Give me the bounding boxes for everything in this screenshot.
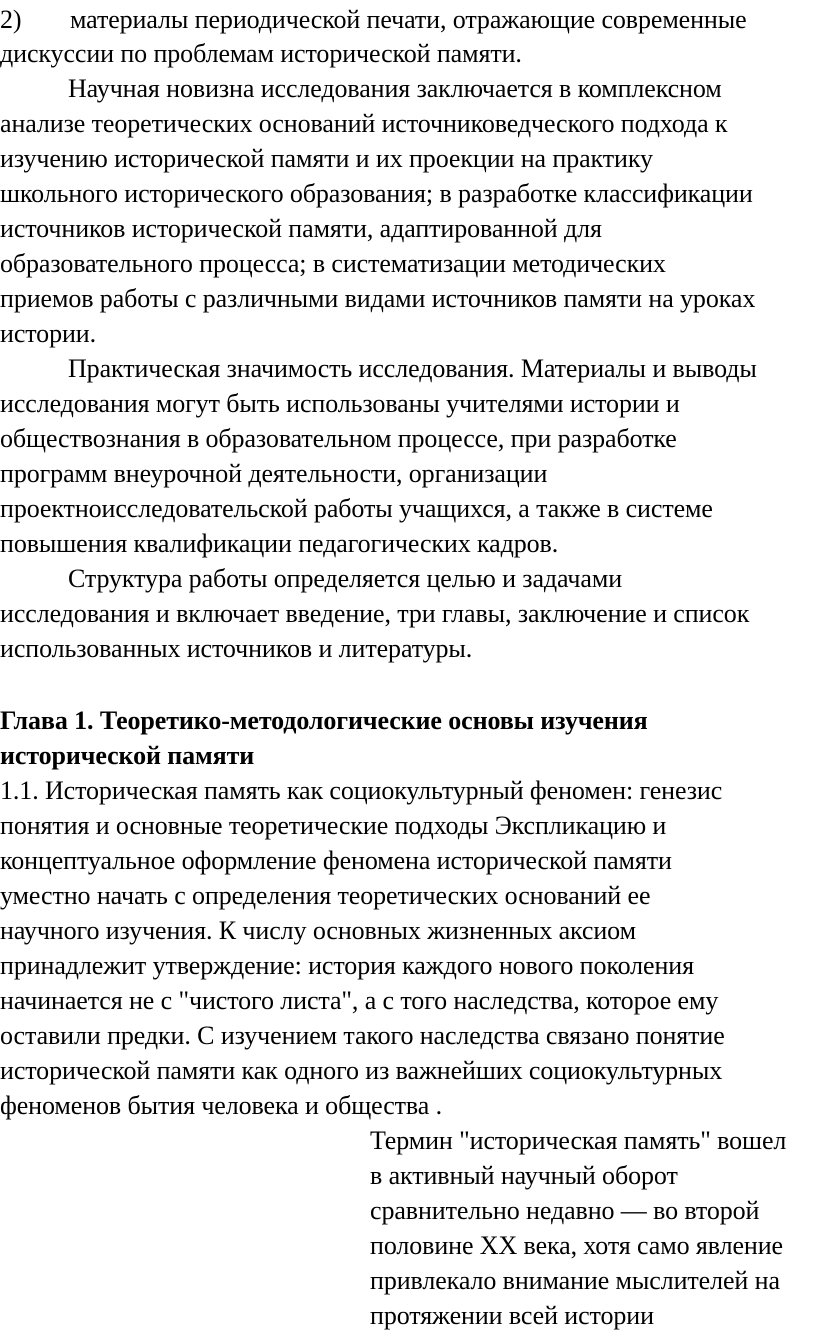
paragraph-novelty-line: источников исторической памяти, адаптированной для (0, 214, 602, 243)
paragraph-novelty-line: Научная новизна исследования заключается в комплексном (68, 74, 722, 103)
paragraph-significance-line: проектноисследовательской работы учащихся, а также в системе (0, 494, 713, 523)
chapter-heading-line: исторической памяти (0, 741, 255, 770)
paragraph-significance-line: повышения квалификации педагогических кадров. (0, 529, 559, 558)
paragraph-structure-line: Структура работы определяется целью и задачами (68, 564, 623, 593)
paragraph-novelty-line: приемов работы с различными видами источников памяти на уроках (0, 284, 756, 313)
section-text-line: оставили предки. С изучением такого наследства связано понятие (0, 1021, 725, 1050)
paragraph-structure-line: использованных источников и литературы. (0, 634, 473, 663)
list-item-text: материалы периодической печати, отражающие современные (70, 5, 747, 34)
right-column-line: протяжении всей истории (370, 1301, 654, 1330)
paragraph-significance-line: обществознания в образовательном процессе, при разработке (0, 424, 677, 453)
paragraph-novelty-line: школьного исторического образования; в разработке классификации (0, 179, 753, 208)
paragraph-structure-line: исследования и включает введение, три главы, заключение и список (0, 599, 750, 628)
paragraph-significance-line: Практическая значимость исследования. Материалы и выводы (68, 354, 757, 383)
right-column-line: привлекало внимание мыслителей на (370, 1266, 780, 1295)
right-column-line: половине XX века, хотя само явление (370, 1231, 783, 1260)
list-item-line-1 (0, 2, 747, 37)
chapter-heading-line: Глава 1. Теоретико-методологические основы изучения (0, 706, 648, 735)
section-text-line: начинается не с "чистого листа", а с того наследства, которое ему (0, 986, 719, 1015)
right-column-line: сравнительно недавно — во второй (370, 1196, 760, 1225)
right-column-line: в активный научный оборот (370, 1161, 678, 1190)
paragraph-novelty-line: истории. (0, 319, 97, 348)
list-item-line-2: дискуссии по проблемам исторической памяти. (0, 39, 522, 68)
section-text-line: феноменов бытия человека и общества . (0, 1091, 442, 1120)
paragraph-significance-line: программ внеурочной деятельности, организации (0, 459, 548, 488)
paragraph-novelty-line: образовательного процесса; в систематизации методических (0, 249, 666, 278)
section-text-line: 1.1. Историческая память как социокультурный феномен: генезис (0, 776, 723, 805)
paragraph-significance-line: исследования могут быть использованы учителями истории и (0, 389, 680, 418)
section-text-line: научного изучения. К числу основных жизненных аксиом (0, 916, 636, 945)
paragraph-novelty-line: изучению исторической памяти и их проекции на практику (0, 144, 653, 173)
right-column-line: Термин "историческая память" вошел (370, 1126, 787, 1155)
section-text-line: понятия и основные теоретические подходы Экспликацию и (0, 811, 667, 840)
section-text-line: уместно начать с определения теоретических оснований ее (0, 881, 651, 910)
section-text-line: принадлежит утверждение: история каждого нового поколения (0, 951, 694, 980)
paragraph-novelty-line: анализе теоретических оснований источниковедческого подхода к (0, 109, 728, 138)
list-item-number: 2) (0, 5, 22, 34)
section-text-line: исторической памяти как одного из важнейших социокультурных (0, 1056, 723, 1085)
section-text-line: концептуальное оформление феномена исторической памяти (0, 846, 672, 875)
